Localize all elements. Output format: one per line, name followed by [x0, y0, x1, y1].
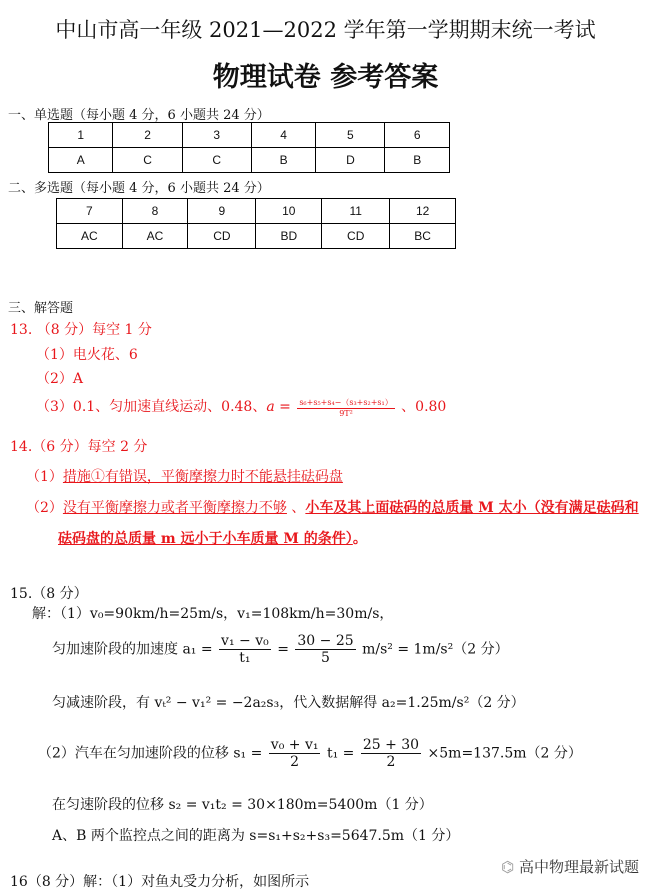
section3-heading: 三、解答题 — [8, 301, 74, 316]
single-choice-table — [48, 122, 450, 173]
text: 措施①有错误，平衡摩擦力时不能悬挂砝码盘 — [62, 469, 343, 485]
table-row — [49, 123, 450, 148]
denominator: 2 — [290, 754, 300, 770]
section1-heading: 一、单选题（每小题 4 分，6 小题共 24 分） — [8, 108, 270, 123]
cell: AC — [57, 224, 123, 249]
numerator: v₀ + v₁ — [270, 737, 319, 753]
cell: B — [385, 148, 450, 173]
q13-part3 — [36, 396, 446, 418]
cell: C — [113, 148, 182, 173]
text: t₁ = — [326, 745, 355, 762]
fraction — [269, 737, 321, 770]
q15-line2 — [52, 633, 509, 666]
cell: 4 — [251, 123, 315, 148]
cell: BD — [256, 224, 322, 249]
formula-fraction — [297, 397, 394, 418]
wechat-icon: ⌬ — [501, 858, 519, 876]
text: （3）0.1、匀加速直线运动、0.48、 — [36, 399, 267, 415]
q14-part2 — [26, 497, 639, 517]
q14-heading: 14.（6 分）每空 2 分 — [10, 439, 148, 455]
table-row — [57, 224, 456, 249]
watermark-text: 高中物理最新试题 — [518, 858, 639, 876]
cell: D — [316, 148, 385, 173]
q15-line1: 解：（1）v₀=90km/h=25m/s，v₁=108km/h=30m/s， — [32, 606, 394, 622]
cell: 5 — [316, 123, 385, 148]
q14-part1 — [26, 466, 343, 486]
cell: CD — [322, 224, 390, 249]
text: （2） — [26, 500, 63, 516]
text: 匀加速阶段的加速度 a₁ = — [52, 641, 213, 658]
cell: 3 — [182, 123, 251, 148]
text: ×5m=137.5m（2 分） — [427, 745, 582, 762]
section2-heading: 二、多选题（每小题 4 分，6 小题共 24 分） — [8, 181, 270, 196]
numerator: 30 − 25 — [297, 633, 354, 649]
q15-line6: A、B 两个监控点之间的距离为 s=s₁+s₂+s₃=5647.5m（1 分） — [52, 828, 460, 844]
numerator: s₆+s₅+s₄−（s₃+s₂+s₁） — [299, 397, 393, 407]
cell: 11 — [322, 199, 390, 224]
table-row — [57, 199, 456, 224]
q13-part2: （2）A — [36, 371, 84, 387]
q15-line4 — [38, 737, 582, 770]
text: （1） — [26, 469, 63, 485]
denominator: 5 — [321, 650, 330, 666]
numerator: 25 + 30 — [362, 737, 420, 753]
denominator: 2 — [386, 754, 396, 770]
numerator: v₁ − v₀ — [221, 633, 269, 649]
cell: 6 — [385, 123, 450, 148]
text: 砝码盘的总质量 m 远小于小车质量 M 的条件） — [58, 531, 353, 547]
cell: 1 — [49, 123, 113, 148]
cell: CD — [188, 224, 256, 249]
cell: A — [49, 148, 113, 173]
fraction — [295, 633, 355, 666]
cell: 8 — [122, 199, 188, 224]
multi-choice-table — [56, 198, 456, 249]
q15-line3: 匀减速阶段，有 vₜ² − v₁² = −2a₂s₃，代入数据解得 a₂=1.25m/s²（2 分） — [52, 695, 525, 711]
cell: 10 — [256, 199, 322, 224]
table-row — [49, 148, 450, 173]
text: = — [277, 641, 289, 658]
fraction — [361, 737, 421, 770]
cell: 7 — [57, 199, 123, 224]
cell: 2 — [113, 123, 182, 148]
text: 、 — [286, 500, 306, 516]
q14-part2-cont — [58, 528, 367, 548]
denominator: t₁ — [239, 650, 251, 666]
cell: BC — [390, 224, 456, 249]
cell: 9 — [188, 199, 256, 224]
cell: B — [251, 148, 315, 173]
exam-title: 中山市高一年级 2021—2022 学年第一学期期末统一考试 — [55, 18, 596, 42]
watermark — [501, 856, 639, 877]
cell: 12 — [390, 199, 456, 224]
cell: AC — [122, 224, 188, 249]
q13-heading: 13. （8 分）每空 1 分 — [10, 322, 152, 338]
text: 小车及其上面砝码的总质量 M 太小（没有满足砝码和 — [305, 500, 639, 516]
text: 没有平衡摩擦力或者平衡摩擦力不够 — [62, 500, 287, 516]
q15-heading: 15.（8 分） — [10, 586, 88, 602]
text: 、0.80 — [401, 399, 447, 415]
fraction — [219, 633, 271, 666]
text: a = — [266, 399, 291, 415]
page-title: 物理试卷 参考答案 — [212, 62, 439, 93]
text: m/s² = 1m/s²（2 分） — [362, 641, 509, 658]
q16-heading: 16（8 分）解：（1）对鱼丸受力分析，如图所示 — [10, 874, 310, 890]
q15-line5: 在匀速阶段的位移 s₂ = v₁t₂ = 30×180m=5400m（1 分） — [52, 797, 433, 813]
text: 。 — [352, 531, 367, 547]
cell: C — [182, 148, 251, 173]
q13-part1: （1）电火花、6 — [36, 347, 138, 363]
denominator: 9T² — [339, 408, 353, 418]
text: （2）汽车在匀加速阶段的位移 s₁ = — [38, 745, 263, 762]
